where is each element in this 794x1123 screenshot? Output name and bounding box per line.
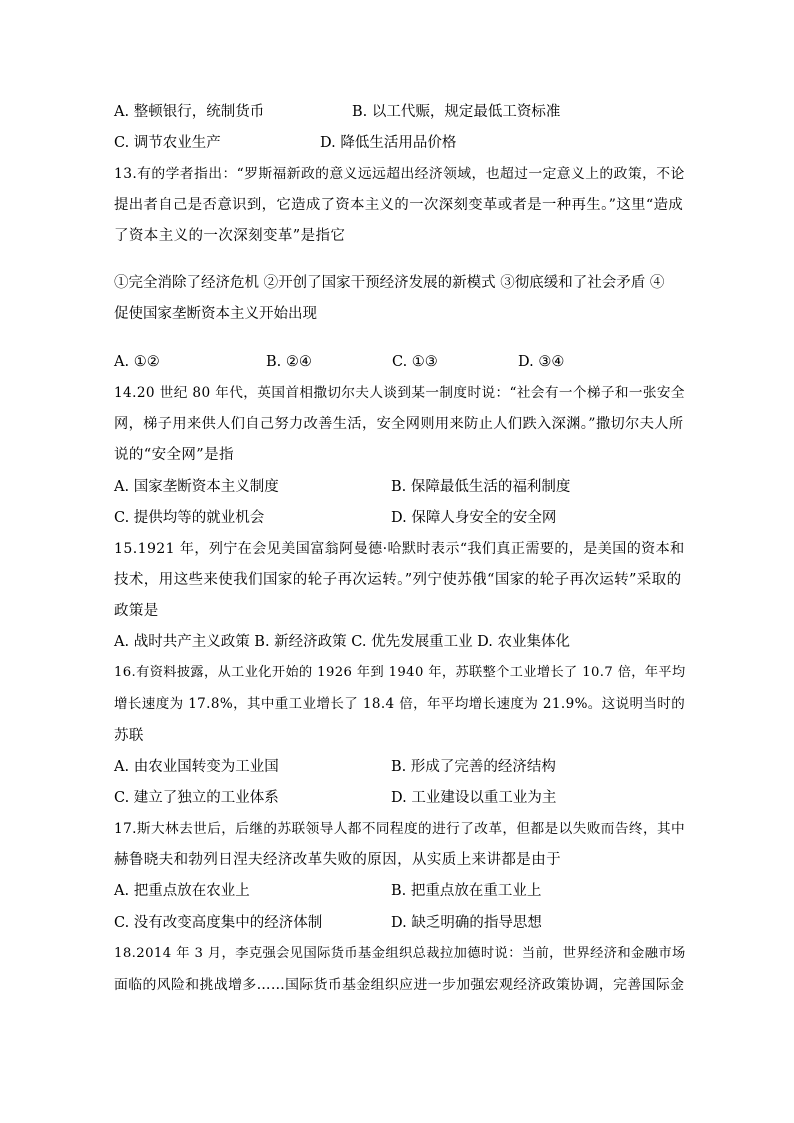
- q13-statements-line-2: 促使国家垄断资本主义开始出现: [114, 306, 317, 322]
- q12-option-a: A. 整顿银行，统制货币: [114, 104, 265, 120]
- q16-stem-line-1: 16.有资料披露，从工业化开始的 1926 年到 1940 年，苏联整个工业增长了 10.7 倍，年平均: [114, 665, 686, 680]
- q12-option-d: D. 降低生活用品价格: [320, 135, 457, 151]
- q15-options-row: A. 战时共产主义政策 B. 新经济政策 C. 优先发展重工业 D. 农业集体化: [114, 634, 571, 650]
- q12-options-row-1: [114, 102, 684, 124]
- q17-option-b: B. 把重点放在重工业上: [391, 883, 542, 899]
- q18-stem-line-2: 面临的风险和挑战增多……国际货币基金组织应进一步加强宏观经济政策协调，完善国际金: [114, 977, 685, 993]
- q13-stem-line-2: 提出者自己是否意识到，它造成了资本主义的一次深刻变革或者是一种再生。”这里“造成: [114, 197, 684, 213]
- q12-option-b: B. 以工代赈，规定最低工资标准: [352, 104, 561, 120]
- q13-options-row: [114, 352, 684, 374]
- q13-option-d: D. ③④: [518, 354, 565, 370]
- q14-options-row-1: [114, 477, 684, 499]
- q14-option-c: C. 提供均等的就业机会: [114, 510, 265, 526]
- q16-option-a: A. 由农业国转变为工业国: [114, 759, 279, 775]
- q17-stem-line-2: 赫鲁晓夫和勃列日涅夫经济改革失败的原因，从实质上来讲都是由于: [114, 852, 561, 868]
- q13-option-b: B. ②④: [266, 354, 312, 370]
- q17-stem-line-1: 17.斯大林去世后，后继的苏联领导人都不同程度的进行了改革，但都是以失败而告终，其中: [114, 821, 686, 837]
- q16-option-c: C. 建立了独立的工业体系: [114, 790, 279, 806]
- q14-option-b: B. 保障最低生活的福利制度: [391, 479, 571, 495]
- q13-stem-line-1: 13.有的学者指出：“罗斯福新政的意义远远超出经济领域，也超过一定意义上的政策，不论: [114, 166, 685, 182]
- q14-option-a: A. 国家垄断资本主义制度: [114, 479, 279, 495]
- q13-statements-line-1: ①完全消除了经济危机 ②开创了国家干预经济发展的新模式 ③彻底缓和了社会矛盾 ④: [114, 275, 665, 291]
- q17-options-row-1: [114, 881, 684, 903]
- q16-option-b: B. 形成了完善的经济结构: [391, 759, 556, 775]
- q12-option-c: C. 调节农业生产: [114, 135, 221, 151]
- q14-stem-line-1: 14.20 世纪 80 年代，英国首相撒切尔夫人谈到某一制度时说：“社会有一个梯子和一张安全: [114, 385, 685, 401]
- q17-option-a: A. 把重点放在农业上: [114, 883, 250, 899]
- q14-option-d: D. 保障人身安全的安全网: [391, 510, 557, 526]
- q12-options-row-2: [114, 133, 684, 155]
- q17-options-row-2: [114, 913, 684, 935]
- q15-stem-line-1: 15.1921 年，列宁在会见美国富翁阿曼德·哈默时表示“我们真正需要的，是美国的资本和: [114, 541, 685, 557]
- q13-option-c: C. ①③: [392, 354, 438, 370]
- q16-stem-line-3: 苏联: [114, 728, 144, 744]
- q15-stem-line-3: 政策是: [114, 603, 159, 619]
- q15-stem-line-2: 技术，用这些来使我们国家的轮子再次运转。”列宁使苏俄“国家的轮子再次运转”采取的: [114, 572, 682, 588]
- q16-option-d: D. 工业建设以重工业为主: [391, 790, 557, 806]
- q14-stem-line-3: 说的“安全网”是指: [114, 447, 234, 463]
- q17-option-c: C. 没有改变高度集中的经济体制: [114, 915, 323, 931]
- q16-stem-line-2: 增长速度为 17.8%，其中重工业增长了 18.4 倍，年平均增长速度为 21.9%。这说明当时的: [114, 696, 686, 712]
- q14-options-row-2: [114, 508, 684, 530]
- q13-option-a: A. ①②: [114, 354, 160, 370]
- q14-stem-line-2: 网，梯子用来供人们自己努力改善生活，安全网则用来防止人们跌入深渊。”撒切尔夫人所: [114, 416, 684, 432]
- q17-option-d: D. 缺乏明确的指导思想: [391, 915, 542, 931]
- q16-options-row-1: [114, 757, 684, 779]
- q18-stem-line-1: 18.2014 年 3 月，李克强会见国际货币基金组织总裁拉加德时说：当前，世界经济和金融市场: [114, 946, 686, 961]
- q16-options-row-2: [114, 788, 684, 810]
- q13-stem-line-3: 了资本主义的一次深刻变革”是指它: [114, 228, 346, 244]
